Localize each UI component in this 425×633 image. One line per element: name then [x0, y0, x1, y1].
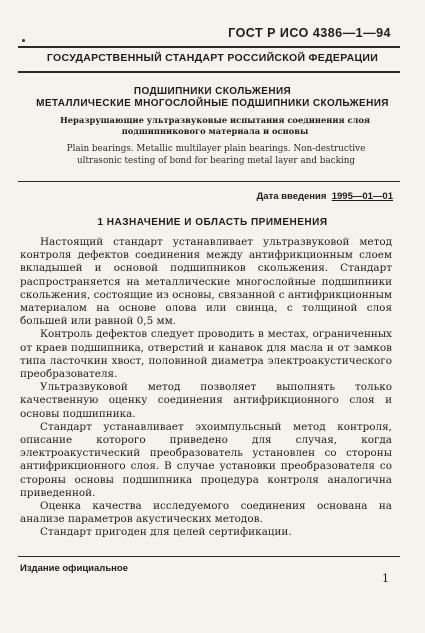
page-number: 1	[382, 572, 389, 585]
paragraph: Ультразвуковой метод позволяет выполнять только качественную оценку соединения антифрикционного слоя и основы подшипника.	[20, 381, 392, 420]
section-body	[20, 236, 392, 540]
subtitle-line-2: подшипникового материала и основы	[121, 126, 309, 136]
paragraph: Стандарт пригоден для целей сертификации.	[40, 526, 292, 539]
title-line-1: ПОДШИПНИКИ СКОЛЬЖЕНИЯ	[133, 86, 292, 97]
english-title	[36, 144, 396, 167]
official-edition-label: Издание официальное	[20, 563, 128, 574]
paragraph: Настоящий стандарт устанавливает ультразвуковой метод контроля дефектов соединения между антифрикционным слоем вкладышей и основой подшипников скольжения. Стандарт распространяется на металлические многослойные подшипники скольжения, состоящие из основы, связанной с антифрикционным материалом на основе олова или свинца, с толщиной слоя большей или равной 0,5 мм.	[20, 236, 392, 328]
top-rule	[18, 46, 400, 48]
subtitle	[40, 115, 390, 137]
footer-rule	[18, 556, 400, 557]
english-title-line-1: Plain bearings. Metallic multilayer plain bearings. Non-destructive	[66, 144, 366, 154]
subtitle-line-1: Неразрушающие ультразвуковые испытания соединения слоя	[59, 115, 371, 125]
date-value: 1995—01—01	[331, 191, 393, 202]
introduction-date	[257, 191, 393, 202]
agency-title: ГОСУДАРСТВЕННЫЙ СТАНДАРТ РОССИЙСКОЙ ФЕДЕРАЦИИ	[46, 52, 379, 64]
bullet-dot	[22, 39, 25, 42]
paragraph: Стандарт устанавливает эхоимпульсный метод контроля, описание которого приведено для случая, когда электроакустический преобразователь установлен со стороны антифрикционного слоя. В случае установки преобразователя со стороны основы подшипника процедура контроля аналогична приведенной.	[20, 420, 392, 499]
date-label: Дата введения	[256, 191, 327, 202]
section-heading: 1 НАЗНАЧЕНИЕ И ОБЛАСТЬ ПРИМЕНЕНИЯ	[97, 217, 328, 228]
paragraph: Оценка качества исследуемого соединения основана на анализе параметров акустических методов.	[20, 500, 392, 526]
paragraph: Контроль дефектов следует проводить в местах, ограниченных от краев подшипника, отверстий и канавок для масла и от замков типа ласточкин хвост, половиной диаметра электроакустического преобразователя.	[20, 328, 392, 381]
intro-rule	[18, 181, 400, 182]
standard-code: ГОСТ Р ИСО 4386—1—94	[228, 26, 391, 40]
title-line-2: МЕТАЛЛИЧЕСКИЕ МНОГОСЛОЙНЫЕ ПОДШИПНИКИ СКОЛЬЖЕНИЯ	[36, 98, 389, 109]
agency-rule	[18, 71, 400, 73]
english-title-line-2: ultrasonic testing of bond for bearing metal layer and backing	[76, 155, 356, 166]
